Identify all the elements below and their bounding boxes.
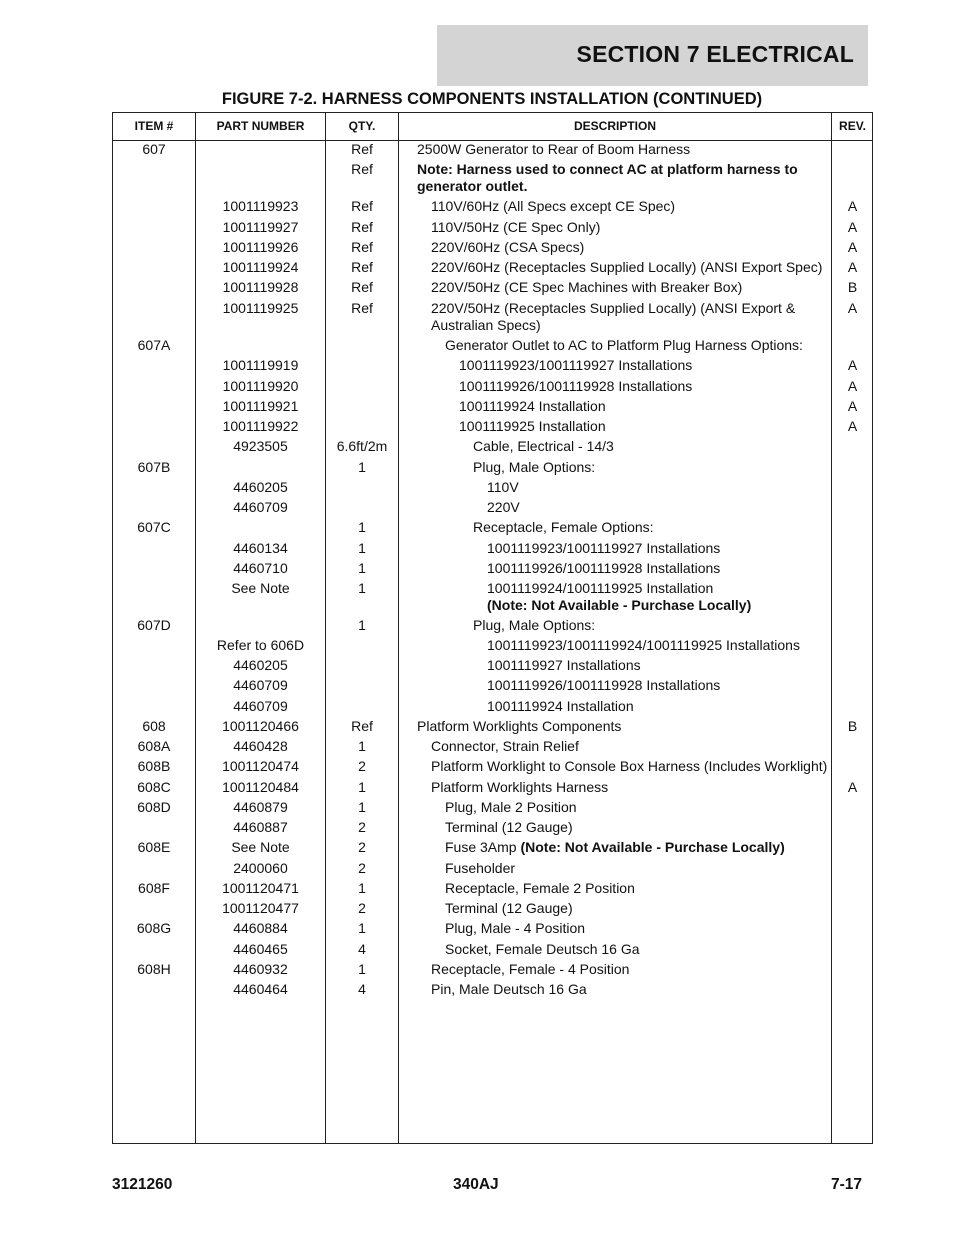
- part-number: 1001119925: [222, 300, 299, 316]
- description: [459, 418, 829, 435]
- description-text: 1001119924 Installation: [459, 398, 606, 414]
- description: [445, 920, 829, 937]
- part-number: 4460709: [233, 499, 288, 515]
- table-row: [113, 961, 872, 981]
- revision: A: [847, 198, 858, 214]
- description-text: Terminal (12 Gauge): [445, 900, 573, 916]
- table-row: [113, 981, 872, 1001]
- revision: A: [847, 300, 858, 316]
- description: [487, 540, 829, 557]
- description-text: Terminal (12 Gauge): [445, 819, 573, 835]
- quantity: 1: [358, 580, 366, 596]
- table-row: [113, 880, 872, 900]
- revision: A: [847, 239, 858, 255]
- quantity: 2: [358, 839, 366, 855]
- description: [417, 718, 829, 735]
- parts-table: [112, 112, 873, 1144]
- quantity: 1: [358, 799, 366, 815]
- description: [431, 779, 829, 796]
- part-number: 4460205: [233, 657, 288, 673]
- quantity: 1: [358, 519, 366, 535]
- description: [473, 438, 829, 455]
- description: [431, 279, 829, 296]
- description-text: Plug, Male Options:: [473, 459, 596, 475]
- description: [445, 819, 829, 836]
- description-text: Fuse 3Amp: [445, 839, 521, 855]
- part-number: 1001120484: [222, 779, 299, 795]
- footer-page-number: 7-17: [831, 1176, 863, 1193]
- description-text: 2500W Generator to Rear of Boom Harness: [417, 141, 691, 157]
- part-number: 1001120477: [222, 900, 299, 916]
- table-row: [113, 398, 872, 418]
- part-number: 1001119922: [222, 418, 299, 434]
- quantity: 6.6ft/2m: [336, 438, 388, 454]
- table-row: [113, 637, 872, 657]
- part-number: 1001119919: [222, 357, 299, 373]
- table-row: [113, 219, 872, 239]
- quantity: 2: [358, 819, 366, 835]
- table-row: [113, 198, 872, 219]
- description-text: Platform Worklight to Console Box Harness (Includes Worklight): [431, 758, 828, 774]
- description: [459, 357, 829, 374]
- part-number: 1001119927: [222, 219, 299, 235]
- description: [487, 637, 829, 654]
- table-row: [113, 920, 872, 941]
- description: [431, 300, 829, 334]
- revision: A: [847, 378, 858, 394]
- quantity: Ref: [351, 198, 373, 214]
- part-number: 4460464: [233, 981, 288, 997]
- table-row: [113, 300, 872, 337]
- table-row: [113, 718, 872, 738]
- quantity: Ref: [351, 718, 373, 734]
- item-number: 608E: [137, 839, 171, 855]
- quantity: 1: [358, 560, 366, 576]
- description: [431, 259, 829, 276]
- table-row: [113, 941, 872, 961]
- description: [459, 378, 829, 395]
- part-number: 4460884: [233, 920, 288, 936]
- part-number: 4460932: [233, 961, 288, 977]
- figure-title: FIGURE 7-2. HARNESS COMPONENTS INSTALLATION (CONTINUED): [221, 90, 763, 108]
- table-row: [113, 698, 872, 718]
- description-text: Receptacle, Female - 4 Position: [431, 961, 630, 977]
- table-row: [113, 560, 872, 580]
- description-text: 110V: [487, 479, 519, 495]
- description: [431, 758, 829, 775]
- quantity: 1: [358, 617, 366, 633]
- part-number: 1001120471: [222, 880, 299, 896]
- quantity: 1: [358, 459, 366, 475]
- description-text: Plug, Male Options:: [473, 617, 596, 633]
- description: [487, 499, 829, 516]
- quantity: 1: [358, 779, 366, 795]
- item-number: 608H: [137, 961, 171, 977]
- description: [445, 839, 829, 856]
- description-text: Note: Harness used to connect AC at platform harness to generator outlet.: [417, 161, 798, 194]
- table-row: [113, 259, 872, 279]
- item-number: 608B: [137, 758, 171, 774]
- part-number: 1001119923: [222, 198, 299, 214]
- part-number: 4460465: [233, 941, 288, 957]
- table-row: [113, 438, 872, 459]
- quantity: 2: [358, 900, 366, 916]
- description-text: Cable, Electrical - 14/3: [473, 438, 614, 454]
- part-number: 4460134: [233, 540, 288, 556]
- table-row: [113, 738, 872, 758]
- table-row: [113, 418, 872, 438]
- table-row: [113, 357, 872, 378]
- description-text: 1001119923/1001119924/1001119925 Installations: [487, 637, 800, 653]
- description: [431, 239, 829, 256]
- description-text: 1001119927 Installations: [487, 657, 641, 673]
- description-text: Platform Worklights Harness: [431, 779, 609, 795]
- description-text: 220V: [487, 499, 520, 515]
- description-text: 1001119926/1001119928 Installations: [459, 378, 693, 394]
- description-text: Plug, Male - 4 Position: [445, 920, 586, 936]
- quantity: 4: [358, 941, 366, 957]
- description: [431, 738, 829, 755]
- footer-model: 340AJ: [453, 1176, 499, 1193]
- description: [473, 519, 829, 536]
- item-number: 607C: [137, 519, 171, 535]
- description: [459, 398, 829, 415]
- part-number: See Note: [231, 839, 290, 855]
- item-number: 608G: [136, 920, 172, 936]
- description-text: Generator Outlet to AC to Platform Plug Harness Options:: [445, 337, 803, 353]
- quantity: Ref: [351, 161, 373, 177]
- part-number: 4460709: [233, 677, 288, 693]
- table-row: [113, 860, 872, 880]
- quantity: 1: [358, 920, 366, 936]
- header-description: DESCRIPTION: [573, 119, 656, 133]
- description-text: Pin, Male Deutsch 16 Ga: [431, 981, 587, 997]
- revision: A: [847, 398, 858, 414]
- description-text: Connector, Strain Relief: [431, 738, 579, 754]
- description-text: Plug, Male 2 Position: [445, 799, 577, 815]
- description: [487, 698, 829, 715]
- part-number: Refer to 606D: [216, 637, 305, 653]
- description-text: 110V/60Hz (All Specs except CE Spec): [431, 198, 676, 214]
- description: [473, 459, 829, 476]
- table-row: [113, 519, 872, 540]
- item-number: 608D: [137, 799, 171, 815]
- quantity: Ref: [351, 259, 373, 275]
- revision: A: [847, 418, 858, 434]
- description: [487, 657, 829, 674]
- part-number: 2400060: [233, 860, 288, 876]
- quantity: 2: [358, 758, 366, 774]
- table-row: [113, 337, 872, 357]
- table-row: [113, 141, 872, 161]
- item-number: 608A: [137, 738, 171, 754]
- description-text: Receptacle, Female Options:: [473, 519, 654, 535]
- part-number: 1001119921: [222, 398, 299, 414]
- description: [445, 900, 829, 917]
- revision: A: [847, 219, 858, 235]
- part-number: 1001119928: [222, 279, 299, 295]
- table-row: [113, 758, 872, 779]
- description: [473, 617, 829, 634]
- description-text: Receptacle, Female 2 Position: [445, 880, 635, 896]
- table-row: [113, 279, 872, 300]
- quantity: Ref: [351, 239, 373, 255]
- table-row: [113, 799, 872, 819]
- table-row: [113, 540, 872, 560]
- item-number: 607D: [137, 617, 171, 633]
- table-row: [113, 617, 872, 637]
- revision: A: [847, 779, 858, 795]
- description: [445, 337, 829, 354]
- description-text: 1001119924/1001119925 Installation: [487, 580, 714, 596]
- table-row: [113, 839, 872, 860]
- header-qty: QTY.: [348, 119, 376, 133]
- item-number: 608: [142, 718, 166, 734]
- description-note: (Note: Not Available - Purchase Locally): [487, 597, 752, 613]
- table-row: [113, 161, 872, 198]
- description-text: 1001119925 Installation: [459, 418, 606, 434]
- description-text: 220V/60Hz (Receptacles Supplied Locally) (ANSI Export Spec): [431, 259, 823, 275]
- part-number: See Note: [231, 580, 290, 596]
- header-part-number: PART NUMBER: [216, 119, 305, 133]
- description: [487, 580, 829, 614]
- table-row: [113, 657, 872, 677]
- quantity: 4: [358, 981, 366, 997]
- part-number: 1001119926: [222, 239, 299, 255]
- revision: A: [847, 259, 858, 275]
- description-text: Platform Worklights Components: [417, 718, 622, 734]
- description: [487, 560, 829, 577]
- part-number: 4923505: [233, 438, 288, 454]
- part-number: 1001120466: [222, 718, 299, 734]
- part-number: 4460879: [233, 799, 288, 815]
- table-row: [113, 580, 872, 617]
- part-number: 1001119924: [222, 259, 299, 275]
- table-row: [113, 459, 872, 479]
- quantity: Ref: [351, 219, 373, 235]
- header-item: ITEM #: [134, 119, 174, 133]
- section-title: SECTION 7 ELECTRICAL: [576, 41, 854, 67]
- item-number: 608C: [137, 779, 171, 795]
- part-number: 1001120474: [222, 758, 299, 774]
- quantity: Ref: [351, 300, 373, 316]
- revision: B: [847, 279, 858, 295]
- header-rev: REV.: [839, 119, 866, 133]
- description: [431, 198, 829, 215]
- item-number: 607A: [137, 337, 171, 353]
- description: [431, 981, 829, 998]
- description: [487, 677, 829, 694]
- item-number: 608F: [138, 880, 170, 896]
- table-row: [113, 239, 872, 259]
- quantity: 1: [358, 738, 366, 754]
- quantity: Ref: [351, 279, 373, 295]
- part-number: 4460710: [233, 560, 288, 576]
- description: [445, 799, 829, 816]
- description: [445, 941, 829, 958]
- quantity: 1: [358, 961, 366, 977]
- item-number: 607: [142, 141, 166, 157]
- description-text: 220V/50Hz (CE Spec Machines with Breaker Box): [431, 279, 743, 295]
- description: [417, 141, 829, 158]
- description-text: 1001119926/1001119928 Installations: [487, 677, 721, 693]
- description-text: 220V/60Hz (CSA Specs): [431, 239, 585, 255]
- description: [487, 479, 829, 496]
- description-text: 1001119923/1001119927 Installations: [487, 540, 721, 556]
- part-number: 4460428: [233, 738, 288, 754]
- part-number: 1001119920: [222, 378, 299, 394]
- part-number: 4460709: [233, 698, 288, 714]
- description-text: Socket, Female Deutsch 16 Ga: [445, 941, 640, 957]
- part-number: 4460205: [233, 479, 288, 495]
- quantity: 1: [358, 880, 366, 896]
- description-text: 1001119923/1001119927 Installations: [459, 357, 693, 373]
- table-row: [113, 499, 872, 519]
- part-number: 4460887: [233, 819, 288, 835]
- table-body: [113, 141, 872, 1001]
- description: [417, 161, 829, 195]
- table-row: [113, 819, 872, 839]
- table-row: [113, 900, 872, 920]
- table-row: [113, 677, 872, 698]
- item-number: 607B: [137, 459, 171, 475]
- quantity: 2: [358, 860, 366, 876]
- quantity: Ref: [351, 141, 373, 157]
- section-header-box: [437, 25, 868, 86]
- description: [445, 860, 829, 877]
- description-text: 110V/50Hz (CE Spec Only): [431, 219, 601, 235]
- quantity: 1: [358, 540, 366, 556]
- table-row: [113, 378, 872, 398]
- description: [431, 961, 829, 978]
- footer-doc-number: 3121260: [112, 1176, 173, 1193]
- table-row: [113, 479, 872, 499]
- description: [445, 880, 829, 897]
- description-text: 1001119924 Installation: [487, 698, 634, 714]
- description-text: Fuseholder: [445, 860, 516, 876]
- description-text: 1001119926/1001119928 Installations: [487, 560, 721, 576]
- description-text: 220V/50Hz (Receptacles Supplied Locally) (ANSI Export & Australian Specs): [431, 300, 796, 333]
- description: [431, 219, 829, 236]
- table-row: [113, 779, 872, 799]
- revision: B: [847, 718, 858, 734]
- revision: A: [847, 357, 858, 373]
- description-note: (Note: Not Available - Purchase Locally): [520, 839, 785, 855]
